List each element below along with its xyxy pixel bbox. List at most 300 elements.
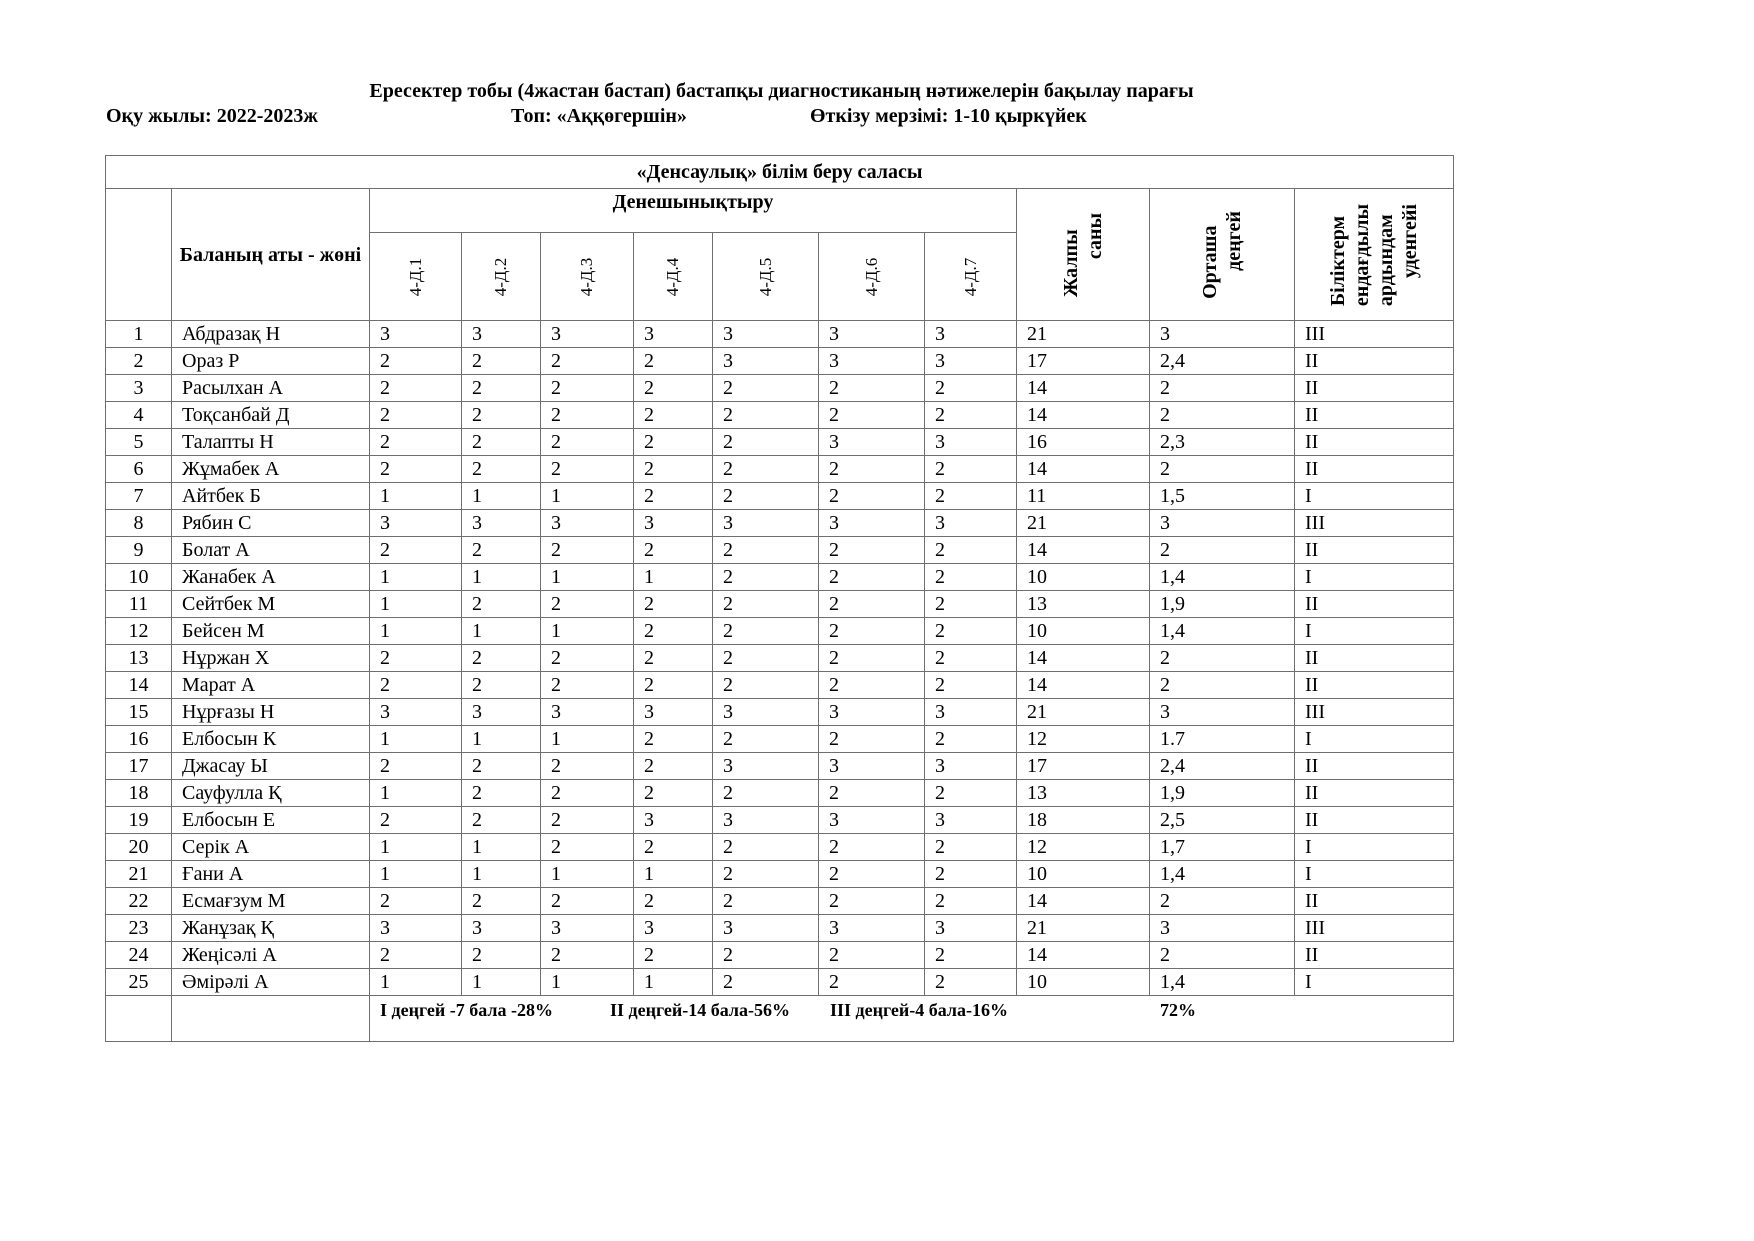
number-header	[106, 189, 172, 321]
score-cell: 2	[370, 375, 462, 402]
score-cell: 2	[462, 375, 541, 402]
level-cell: II	[1295, 537, 1454, 564]
score-cell: 2	[925, 537, 1017, 564]
score-cell: 2	[462, 402, 541, 429]
score-cell: 3	[713, 699, 819, 726]
total-cell: 10	[1017, 618, 1150, 645]
average-cell: 1,4	[1150, 969, 1295, 996]
skill-code-label: 4-Д.7	[960, 257, 980, 296]
score-cell: 1	[370, 780, 462, 807]
student-name-cell: Джасау Ы	[172, 753, 370, 780]
total-cell: 13	[1017, 591, 1150, 618]
student-name-cell: Нұржан Х	[172, 645, 370, 672]
score-cell: 1	[541, 726, 634, 753]
score-cell: 2	[925, 483, 1017, 510]
score-cell: 2	[925, 672, 1017, 699]
student-name-cell: Айтбек Б	[172, 483, 370, 510]
student-name-cell: Елбосын К	[172, 726, 370, 753]
score-cell: 2	[713, 942, 819, 969]
total-cell: 17	[1017, 753, 1150, 780]
table-row	[106, 915, 1454, 942]
score-cell: 1	[462, 618, 541, 645]
score-cell: 2	[819, 645, 925, 672]
level-cell: III	[1295, 915, 1454, 942]
score-cell: 2	[370, 807, 462, 834]
skill-code-label: 4-Д.4	[663, 257, 682, 296]
score-cell: 3	[925, 321, 1017, 348]
row-number-cell: 21	[106, 861, 172, 888]
score-cell: 2	[713, 780, 819, 807]
score-cell: 3	[819, 321, 925, 348]
level-cell: II	[1295, 888, 1454, 915]
level-cell: II	[1295, 753, 1454, 780]
average-cell: 2	[1150, 375, 1295, 402]
score-cell: 2	[819, 672, 925, 699]
score-cell: 2	[462, 888, 541, 915]
score-cell: 3	[634, 807, 713, 834]
score-cell: 1	[462, 861, 541, 888]
score-cell: 2	[713, 402, 819, 429]
score-cell: 3	[541, 699, 634, 726]
skill-code-header	[819, 233, 925, 321]
average-cell: 2,5	[1150, 807, 1295, 834]
score-cell: 2	[713, 861, 819, 888]
score-cell: 2	[541, 591, 634, 618]
summary-row	[106, 996, 1454, 1042]
level-cell: II	[1295, 780, 1454, 807]
student-name-cell: Әмірәлі А	[172, 969, 370, 996]
level-cell: II	[1295, 807, 1454, 834]
score-cell: 2	[925, 969, 1017, 996]
score-cell: 2	[819, 888, 925, 915]
score-cell: 2	[541, 348, 634, 375]
score-cell: 3	[819, 915, 925, 942]
skill-code-header	[925, 233, 1017, 321]
score-cell: 2	[925, 726, 1017, 753]
student-name-cell: Ғани А	[172, 861, 370, 888]
level-cell: I	[1295, 861, 1454, 888]
score-cell: 2	[634, 780, 713, 807]
score-cell: 2	[925, 618, 1017, 645]
student-name-cell: Талапты Н	[172, 429, 370, 456]
student-name-cell: Жұмабек А	[172, 456, 370, 483]
average-cell: 1.7	[1150, 726, 1295, 753]
skill-code-label: 4-Д.5	[755, 257, 775, 296]
assessment-period: Өткізу мерзімі: 1-10 қыркүйек	[810, 105, 1087, 127]
level-cell: II	[1295, 348, 1454, 375]
table-row	[106, 618, 1454, 645]
table-row	[106, 645, 1454, 672]
table-row	[106, 564, 1454, 591]
level-cell: II	[1295, 942, 1454, 969]
student-name-cell: Сейтбек М	[172, 591, 370, 618]
total-cell: 14	[1017, 402, 1150, 429]
score-cell: 2	[925, 834, 1017, 861]
level-cell: I	[1295, 483, 1454, 510]
row-number-cell: 2	[106, 348, 172, 375]
table-row	[106, 375, 1454, 402]
table-row	[106, 807, 1454, 834]
score-cell: 2	[819, 456, 925, 483]
student-name-cell: Серік А	[172, 834, 370, 861]
table-row	[106, 780, 1454, 807]
score-cell: 2	[634, 672, 713, 699]
student-name-cell: Расылхан А	[172, 375, 370, 402]
row-number-cell: 6	[106, 456, 172, 483]
score-cell: 1	[462, 969, 541, 996]
total-cell: 14	[1017, 942, 1150, 969]
level-cell: III	[1295, 321, 1454, 348]
score-cell: 1	[541, 861, 634, 888]
score-cell: 2	[541, 780, 634, 807]
total-header-line-1: Жалпы	[1060, 228, 1082, 297]
average-cell: 3	[1150, 510, 1295, 537]
total-cell: 14	[1017, 672, 1150, 699]
score-cell: 2	[370, 888, 462, 915]
score-cell: 2	[713, 564, 819, 591]
score-cell: 2	[713, 456, 819, 483]
score-cell: 3	[925, 699, 1017, 726]
score-cell: 2	[370, 753, 462, 780]
document-title: Ересектер тобы (4жастан бастап) бастапқы диагностиканың нәтижелерін бақылау парағы	[369, 80, 1194, 102]
score-cell: 2	[819, 483, 925, 510]
row-number-cell: 19	[106, 807, 172, 834]
level-cell: II	[1295, 375, 1454, 402]
table-row	[106, 348, 1454, 375]
score-cell: 2	[819, 942, 925, 969]
summary-overall: 72%	[1160, 1000, 1196, 1020]
level-header-line-1: Біліктерм	[1327, 215, 1350, 306]
score-cell: 1	[370, 483, 462, 510]
summary-level-1: I деңгей -7 бала -28%	[380, 1000, 554, 1020]
score-cell: 1	[634, 969, 713, 996]
average-cell: 2	[1150, 888, 1295, 915]
summary-level-2: II деңгей-14 бала-56%	[610, 1000, 791, 1020]
score-cell: 3	[925, 348, 1017, 375]
score-cell: 2	[819, 726, 925, 753]
score-cell: 2	[541, 402, 634, 429]
score-cell: 2	[819, 834, 925, 861]
table-row	[106, 483, 1454, 510]
score-cell: 2	[541, 645, 634, 672]
row-number-cell: 5	[106, 429, 172, 456]
level-header	[1295, 189, 1454, 321]
score-cell: 2	[634, 753, 713, 780]
row-number-cell: 25	[106, 969, 172, 996]
average-cell: 1,7	[1150, 834, 1295, 861]
average-cell: 3	[1150, 321, 1295, 348]
table-row	[106, 834, 1454, 861]
score-cell: 1	[634, 564, 713, 591]
score-cell: 2	[541, 807, 634, 834]
level-header-line-3: ардындам	[1375, 213, 1398, 306]
score-cell: 1	[370, 726, 462, 753]
skill-code-header	[462, 233, 541, 321]
student-rows	[106, 321, 1454, 996]
score-cell: 3	[925, 753, 1017, 780]
table-row	[106, 537, 1454, 564]
average-header	[1150, 189, 1295, 321]
score-cell: 3	[925, 429, 1017, 456]
score-cell: 2	[634, 483, 713, 510]
total-cell: 12	[1017, 726, 1150, 753]
score-cell: 2	[819, 591, 925, 618]
score-cell: 2	[819, 780, 925, 807]
score-cell: 2	[925, 888, 1017, 915]
score-cell: 2	[370, 942, 462, 969]
diagnostics-table	[105, 155, 1454, 1042]
student-name-cell: Есмағзум М	[172, 888, 370, 915]
score-cell: 2	[634, 942, 713, 969]
score-cell: 2	[925, 456, 1017, 483]
score-cell: 3	[370, 321, 462, 348]
score-cell: 2	[370, 537, 462, 564]
score-cell: 2	[925, 564, 1017, 591]
academic-year: Оқу жылы: 2022-2023ж	[106, 105, 318, 127]
score-cell: 3	[541, 915, 634, 942]
table-row	[106, 888, 1454, 915]
row-number-cell: 20	[106, 834, 172, 861]
score-cell: 2	[634, 537, 713, 564]
score-cell: 2	[370, 348, 462, 375]
level-cell: III	[1295, 510, 1454, 537]
average-cell: 2,3	[1150, 429, 1295, 456]
score-cell: 2	[925, 375, 1017, 402]
table-row	[106, 753, 1454, 780]
summary-level-3: III деңгей-4 бала-16%	[830, 1000, 1009, 1020]
row-number-cell: 7	[106, 483, 172, 510]
row-number-cell: 23	[106, 915, 172, 942]
level-cell: II	[1295, 429, 1454, 456]
average-cell: 1,5	[1150, 483, 1295, 510]
score-cell: 1	[541, 564, 634, 591]
skill-code-header	[713, 233, 819, 321]
score-cell: 1	[370, 969, 462, 996]
table-row	[106, 510, 1454, 537]
level-cell: II	[1295, 591, 1454, 618]
student-name-cell: Рябин С	[172, 510, 370, 537]
row-number-cell: 9	[106, 537, 172, 564]
level-cell: I	[1295, 618, 1454, 645]
score-cell: 2	[370, 402, 462, 429]
skill-code-label: 4-Д.6	[861, 257, 881, 296]
row-number-cell: 3	[106, 375, 172, 402]
level-cell: I	[1295, 834, 1454, 861]
score-cell: 2	[634, 591, 713, 618]
row-number-cell: 16	[106, 726, 172, 753]
average-cell: 2	[1150, 537, 1295, 564]
skill-code-label: 4-Д.1	[405, 257, 425, 296]
score-cell: 3	[713, 321, 819, 348]
score-cell: 3	[819, 807, 925, 834]
score-cell: 3	[370, 915, 462, 942]
score-cell: 2	[925, 591, 1017, 618]
summary-empty-cell	[106, 996, 172, 1042]
row-number-cell: 13	[106, 645, 172, 672]
score-cell: 2	[925, 942, 1017, 969]
score-cell: 2	[634, 456, 713, 483]
skill-code-label: 4-Д.2	[491, 257, 510, 296]
row-number-cell: 17	[106, 753, 172, 780]
score-cell: 2	[713, 375, 819, 402]
score-cell: 1	[462, 834, 541, 861]
score-cell: 1	[370, 861, 462, 888]
score-cell: 3	[713, 753, 819, 780]
score-cell: 2	[634, 726, 713, 753]
score-cell: 3	[819, 510, 925, 537]
score-cell: 2	[819, 618, 925, 645]
table-row	[106, 726, 1454, 753]
level-cell: III	[1295, 699, 1454, 726]
score-cell: 2	[634, 645, 713, 672]
row-number-cell: 22	[106, 888, 172, 915]
score-cell: 2	[462, 456, 541, 483]
table-row	[106, 402, 1454, 429]
average-cell: 2	[1150, 456, 1295, 483]
score-cell: 3	[462, 699, 541, 726]
name-header-label: Баланың аты - жөні	[179, 243, 362, 266]
total-header-line-2: саны	[1084, 212, 1106, 259]
score-cell: 2	[925, 402, 1017, 429]
total-cell: 12	[1017, 834, 1150, 861]
student-name-cell: Абдразақ Н	[172, 321, 370, 348]
average-cell: 2	[1150, 645, 1295, 672]
score-cell: 3	[713, 807, 819, 834]
summary-empty-cell	[172, 996, 370, 1042]
score-cell: 2	[819, 861, 925, 888]
student-name-cell: Бейсен М	[172, 618, 370, 645]
score-cell: 2	[925, 645, 1017, 672]
score-cell: 3	[541, 510, 634, 537]
total-cell: 10	[1017, 969, 1150, 996]
average-cell: 1,9	[1150, 591, 1295, 618]
score-cell: 3	[541, 321, 634, 348]
score-cell: 3	[370, 699, 462, 726]
skill-code-label: 4-Д.3	[577, 257, 596, 296]
score-cell: 2	[462, 591, 541, 618]
skill-code-header	[370, 233, 462, 321]
score-cell: 1	[541, 483, 634, 510]
score-cell: 2	[713, 645, 819, 672]
average-cell: 2	[1150, 942, 1295, 969]
level-cell: I	[1295, 726, 1454, 753]
average-cell: 2,4	[1150, 348, 1295, 375]
score-cell: 2	[541, 456, 634, 483]
score-cell: 3	[925, 915, 1017, 942]
total-cell: 10	[1017, 564, 1150, 591]
score-cell: 3	[634, 699, 713, 726]
total-cell: 21	[1017, 915, 1150, 942]
average-cell: 1,4	[1150, 564, 1295, 591]
score-cell: 2	[370, 672, 462, 699]
score-cell: 1	[370, 618, 462, 645]
score-cell: 2	[541, 942, 634, 969]
student-name-cell: Сауфулла Қ	[172, 780, 370, 807]
score-cell: 3	[713, 510, 819, 537]
score-cell: 2	[634, 618, 713, 645]
table-row	[106, 429, 1454, 456]
score-cell: 2	[541, 429, 634, 456]
score-cell: 3	[819, 753, 925, 780]
level-cell: II	[1295, 402, 1454, 429]
average-cell: 2	[1150, 402, 1295, 429]
skill-code-header	[634, 233, 713, 321]
score-cell: 2	[370, 429, 462, 456]
score-cell: 2	[634, 429, 713, 456]
score-cell: 3	[819, 699, 925, 726]
summary-cell	[370, 996, 1454, 1042]
row-number-cell: 15	[106, 699, 172, 726]
score-cell: 2	[713, 834, 819, 861]
total-cell: 21	[1017, 321, 1150, 348]
score-cell: 2	[370, 645, 462, 672]
score-cell: 2	[634, 348, 713, 375]
row-number-cell: 18	[106, 780, 172, 807]
score-cell: 2	[634, 375, 713, 402]
average-cell: 1,4	[1150, 618, 1295, 645]
score-cell: 2	[541, 375, 634, 402]
score-cell: 2	[925, 780, 1017, 807]
score-cell: 2	[819, 564, 925, 591]
score-cell: 2	[634, 834, 713, 861]
row-number-cell: 10	[106, 564, 172, 591]
score-cell: 2	[541, 834, 634, 861]
score-cell: 2	[462, 645, 541, 672]
student-name-cell: Елбосын Е	[172, 807, 370, 834]
score-cell: 1	[462, 564, 541, 591]
score-cell: 2	[713, 429, 819, 456]
table-row	[106, 969, 1454, 996]
row-number-cell: 14	[106, 672, 172, 699]
score-cell: 1	[541, 618, 634, 645]
score-cell: 3	[462, 321, 541, 348]
average-header-line-1: Орташа	[1199, 225, 1221, 299]
table-row	[106, 672, 1454, 699]
total-cell: 14	[1017, 645, 1150, 672]
score-cell: 1	[462, 483, 541, 510]
student-name-cell: Жеңісәлі А	[172, 942, 370, 969]
score-cell: 1	[370, 834, 462, 861]
level-header-line-2: ендағдылы	[1351, 203, 1374, 306]
average-cell: 1,4	[1150, 861, 1295, 888]
average-cell: 3	[1150, 699, 1295, 726]
total-cell: 17	[1017, 348, 1150, 375]
total-cell: 21	[1017, 699, 1150, 726]
score-cell: 3	[634, 321, 713, 348]
score-cell: 2	[713, 591, 819, 618]
score-cell: 3	[819, 348, 925, 375]
score-cell: 2	[819, 969, 925, 996]
group-name: Топ: «Аққөгершін»	[511, 105, 687, 127]
row-number-cell: 8	[106, 510, 172, 537]
table-row	[106, 456, 1454, 483]
row-number-cell: 1	[106, 321, 172, 348]
table-row	[106, 591, 1454, 618]
name-header	[172, 189, 370, 321]
total-cell: 14	[1017, 375, 1150, 402]
score-cell: 1	[370, 591, 462, 618]
score-cell: 1	[462, 726, 541, 753]
table-row	[106, 861, 1454, 888]
total-cell: 10	[1017, 861, 1150, 888]
average-cell: 2,4	[1150, 753, 1295, 780]
score-cell: 2	[713, 888, 819, 915]
score-cell: 2	[819, 402, 925, 429]
score-cell: 3	[634, 915, 713, 942]
student-name-cell: Жанабек А	[172, 564, 370, 591]
score-cell: 3	[713, 348, 819, 375]
score-cell: 2	[819, 375, 925, 402]
